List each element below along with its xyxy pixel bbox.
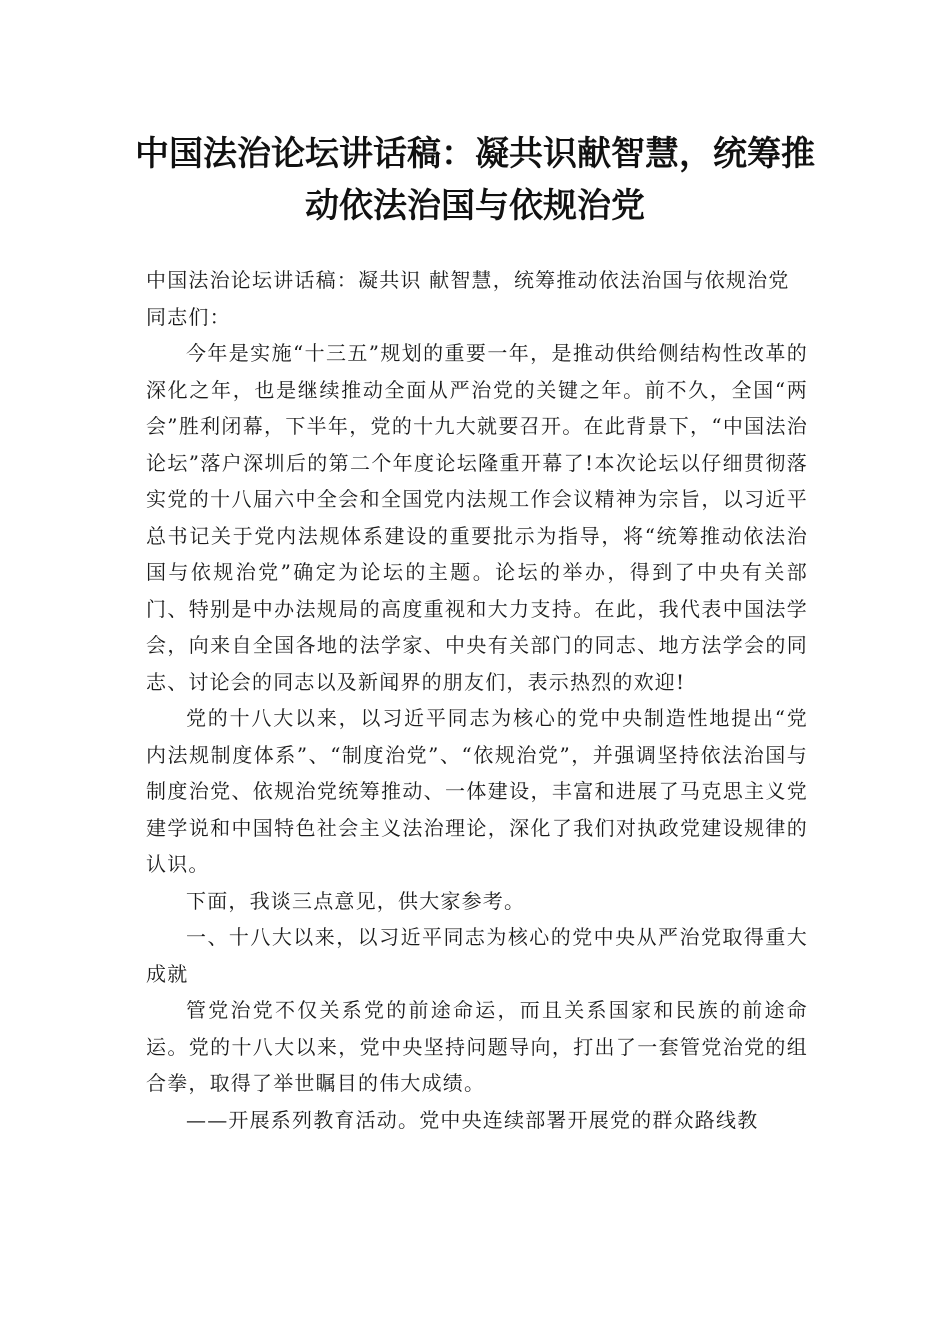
paragraph: 管党治党不仅关系党的前途命运，而且关系国家和民族的前途命运。党的十八大以来，党中央坚持问题导向，打出了一套管党治党的组合拳，取得了举世瞩目的伟大成绩。: [146, 998, 808, 1095]
paragraph: 下面，我谈三点意见，供大家参考。: [186, 888, 526, 913]
greeting: 同志们：: [146, 304, 231, 329]
paragraph: 党的十八大以来，以习近平同志为核心的党中央制造性地提出“党内法规制度体系”、“制度治党”、“依规治党”，并强调坚持依法治国与制度治党、依规治党统筹推动、一体建设，丰富和进展了马克思主义党建学说和中国特色社会主义法治理论，深化了我们对执政党建设规律的认识。: [146, 706, 808, 876]
document-title: 中国法治论坛讲话稿：凝共识献智慧，统筹推动依法治国与依规治党: [135, 134, 815, 226]
document-subtitle: 中国法治论坛讲话稿：凝共识 献智慧，统筹推动依法治国与依规治党: [146, 268, 790, 292]
document-body: [146, 262, 808, 1138]
paragraph: 今年是实施“十三五”规划的重要一年，是推动供给侧结构性改革的深化之年，也是继续推动全面从严治党的关键之年。前不久，全国“两会”胜利闭幕，下半年，党的十九大就要召开。在此背景下，“中国法治论坛”落户深圳后的第二个年度论坛隆重开幕了!本次论坛以仔细贯彻落实党的十八届六中全会和全国党内法规工作会议精神为宗旨，以习近平总书记关于党内法规体系建设的重要批示为指导，将“统筹推动依法治国与依规治党”确定为论坛的主题。论坛的举办，得到了中央有关部门、特别是中办法规局的高度重视和大力支持。在此，我代表中国法学会，向来自全国各地的法学家、中央有关部门的同志、地方法学会的同志、讨论会的同志以及新闻界的朋友们，表示热烈的欢迎!: [146, 341, 808, 694]
paragraph: ——开展系列教育活动。党中央连续部署开展党的群众路线教: [186, 1107, 759, 1132]
section-heading: 一、十八大以来，以习近平同志为核心的党中央从严治党取得重大成就: [146, 925, 808, 986]
